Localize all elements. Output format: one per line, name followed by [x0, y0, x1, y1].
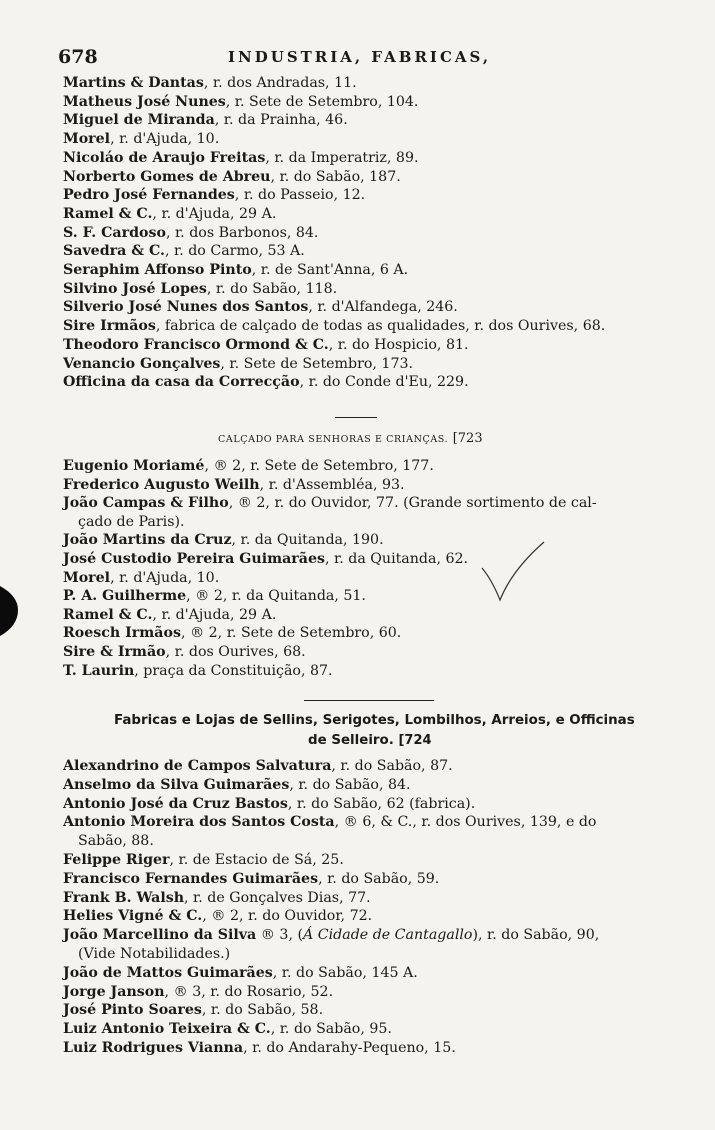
list-item: [63, 889, 371, 908]
list-item: [63, 149, 418, 168]
section-heading-b: [218, 429, 483, 448]
list-item: [63, 983, 333, 1002]
ink-blot-icon: [0, 580, 22, 640]
entry-detail: çado de Paris).: [78, 513, 185, 530]
entry-detail: , r. d'Ajuda, 29 A.: [152, 205, 277, 222]
list-item: [63, 1001, 323, 1020]
list-item: [63, 550, 468, 569]
entry-detail: , r. do Sabão, 187.: [270, 168, 401, 185]
list-item: [63, 813, 596, 832]
list-item: [63, 373, 469, 392]
list-item: [63, 111, 348, 130]
entry-name: Officina da casa da Correcção: [63, 374, 300, 391]
entry-detail: (Vide Notabilidades.): [78, 946, 231, 962]
entry-detail: , r. Sete de Setembro, 104.: [225, 93, 419, 110]
running-title: INDUSTRIA, FABRICAS,: [228, 48, 492, 66]
entry-name: S. F. Cardoso: [63, 224, 166, 241]
entry-name: Jorge Janson: [63, 983, 165, 1000]
list-item: [63, 457, 434, 476]
entry-name: Helies Vigné & C.: [63, 908, 203, 925]
entry-detail: , r. de Gonçalves Dias, 77.: [184, 889, 371, 906]
list-item: [63, 74, 357, 93]
entry-detail: ® 3, (: [256, 927, 304, 944]
entry-detail: , r. d'Assembléa, 93.: [259, 476, 405, 493]
entry-name: José Custodio Pereira Guimarães: [63, 551, 325, 567]
entry-italic: Á Cidade de Cantagallo: [303, 927, 473, 944]
section-title: CALÇADO PARA SENHORAS E CRIANÇAS.: [218, 434, 449, 445]
list-item: [63, 587, 366, 606]
entry-name: Eugenio Moriamé: [63, 458, 205, 474]
list-item: [63, 186, 365, 205]
entry-detail: , praça da Constituição, 87.: [134, 662, 333, 679]
entry-detail: , ® 2, r. Sete de Setembro, 60.: [180, 625, 402, 642]
list-item: [63, 926, 599, 945]
entry-name: Ramel & C.: [63, 606, 153, 623]
entry-name: Silverio José Nunes dos Santos: [63, 299, 309, 316]
entry-detail: , ® 2, r. do Ouvidor, 77. (Grande sortimento de cal-: [228, 495, 597, 512]
entry-name: Matheus José Nunes: [63, 93, 226, 110]
entry-name: Morel: [63, 131, 111, 148]
entry-detail: , r. d'Ajuda, 29 A.: [152, 606, 277, 623]
entry-detail: , ® 6, & C., r. dos Ourives, 139, e do: [334, 814, 597, 831]
entry-detail: , r. Sete de Setembro, 173.: [220, 355, 414, 372]
list-item: [63, 224, 318, 243]
list-item: [63, 355, 413, 374]
list-item: [63, 907, 372, 926]
list-item: [63, 494, 597, 513]
list-item: [63, 261, 408, 280]
entry-detail: , fabrica de calçado de todas as qualidades, r. dos Ourives, 68.: [155, 318, 606, 335]
list-item: [63, 298, 458, 317]
list-item: [63, 569, 219, 588]
entry-detail: , r. da Prainha, 46.: [214, 112, 348, 129]
entry-name: Nicoláo de Araujo Freitas: [63, 149, 266, 166]
list-item: [63, 1039, 456, 1058]
entry-name: Alexandrino de Campos Salvatura: [63, 758, 332, 774]
entry-detail: , r. d'Ajuda, 10.: [110, 131, 220, 148]
list-item: [63, 168, 401, 187]
entry-detail: , r. de Estacio de Sá, 25.: [169, 852, 344, 868]
entry-detail: , r. do Conde d'Eu, 229.: [299, 374, 469, 391]
entry-name: Theodoro Francisco Ormond & C.: [63, 336, 329, 353]
list-item: [63, 242, 305, 261]
entry-detail: , ® 2, r. Sete de Setembro, 177.: [204, 458, 434, 474]
entry-detail: , r. dos Barbonos, 84.: [165, 224, 319, 241]
list-item: [63, 964, 418, 983]
entry-detail: , r. do Sabão, 145 A.: [272, 964, 418, 981]
entry-name: Roesch Irmãos: [63, 625, 181, 642]
list-item: [63, 205, 276, 224]
list-item: [78, 832, 154, 851]
entry-detail: , r. do Sabão, 87.: [331, 758, 453, 774]
list-item: [63, 662, 333, 681]
entry-name: Martins & Dantas: [63, 75, 204, 91]
list-item: [63, 280, 337, 299]
entry-detail: , r. da Quitanda, 190.: [231, 532, 384, 549]
entry-name: Venancio Gonçalves: [63, 355, 221, 372]
entry-detail-end: ), r. do Sabão, 90,: [472, 927, 600, 944]
entry-name: João Marcellino da Silva: [63, 927, 257, 944]
list-item: [63, 93, 418, 112]
page-number: 678: [58, 46, 98, 68]
section-rule: [335, 417, 377, 418]
entry-detail: , ® 3, r. do Rosario, 52.: [164, 983, 334, 1000]
list-item: [63, 757, 453, 776]
section-title: Fabricas e Lojas de Sellins, Serigotes, Lombilhos, Arreios, e Officinas: [114, 713, 635, 728]
list-item: [63, 851, 344, 870]
list-item: [63, 531, 384, 550]
entry-name: Sire Irmãos: [63, 318, 156, 335]
list-item: [63, 130, 219, 149]
entry-name: Felippe Riger: [63, 852, 170, 868]
entry-detail: , r. d'Alfandega, 246.: [308, 299, 458, 316]
entry-name: Morel: [63, 569, 111, 586]
entry-name: T. Laurin: [63, 662, 135, 679]
entry-detail: , r. do Sabão, 118.: [206, 280, 338, 297]
entry-name: Antonio Moreira dos Santos Costa: [63, 814, 335, 831]
entry-name: José Pinto Soares: [63, 1002, 202, 1019]
entry-detail: , r. do Passeio, 12.: [234, 187, 366, 204]
entry-detail: , r. do Sabão, 59.: [318, 870, 440, 887]
entry-detail: , r. do Andarahy-Pequeno, 15.: [243, 1040, 456, 1056]
section-number: [724: [398, 733, 432, 748]
entry-detail: , r. do Hospicio, 81.: [328, 336, 469, 353]
list-item: [63, 1020, 392, 1039]
list-item: [63, 870, 439, 889]
list-item: [63, 643, 306, 662]
list-item: [63, 606, 276, 625]
entry-name: Seraphim Affonso Pinto: [63, 262, 252, 278]
entry-name: Sire & Irmão: [63, 644, 166, 660]
entry-detail: , r. d'Ajuda, 10.: [110, 569, 220, 586]
list-item: [63, 624, 401, 643]
entry-name: Luiz Rodrigues Vianna: [63, 1040, 244, 1056]
entry-name: Miguel de Miranda: [63, 112, 215, 129]
entry-name: João de Mattos Guimarães: [63, 964, 273, 981]
section-rule: [304, 700, 434, 701]
entry-name: Francisco Fernandes Guimarães: [63, 870, 319, 887]
entry-detail: , r. dos Andradas, 11.: [203, 75, 357, 91]
entry-detail: , r. do Sabão, 58.: [201, 1002, 324, 1019]
entry-detail: , r. da Imperatriz, 89.: [265, 149, 419, 166]
list-item: [63, 776, 411, 795]
list-item: [78, 945, 230, 964]
section-heading-c: [114, 712, 635, 731]
list-item: [63, 336, 469, 355]
section-heading-c2: [308, 732, 432, 751]
entry-detail: , ® 2, r. do Ouvidor, 72.: [202, 908, 373, 925]
list-item: [63, 317, 605, 336]
entry-detail: , r. do Sabão, 62 (fabrica).: [287, 795, 476, 812]
entry-detail: , r. de Sant'Anna, 6 A.: [251, 262, 409, 278]
entry-detail: , r. do Sabão, 84.: [289, 776, 411, 793]
entry-name: Ramel & C.: [63, 205, 153, 222]
entry-name: Norberto Gomes de Abreu: [63, 168, 271, 185]
entry-name: Pedro José Fernandes: [63, 187, 235, 204]
entry-name: Luiz Antonio Teixeira & C.: [63, 1021, 271, 1038]
entry-name: João Campas & Filho: [63, 495, 229, 512]
entry-name: João Martins da Cruz: [63, 532, 232, 549]
page-header: [58, 46, 698, 72]
entry-detail: , r. da Quitanda, 62.: [324, 551, 469, 567]
entry-detail: , r. do Carmo, 53 A.: [164, 243, 305, 260]
pencil-checkmark-icon: [478, 540, 548, 610]
entry-detail: , r. dos Ourives, 68.: [165, 644, 306, 660]
list-item: [63, 795, 475, 814]
entry-name: Antonio José da Cruz Bastos: [63, 795, 288, 812]
list-item: [78, 513, 185, 532]
entry-detail: Sabão, 88.: [78, 833, 154, 850]
list-item: [63, 476, 405, 495]
entry-name: Frank B. Walsh: [63, 889, 185, 906]
entry-name: P. A. Guilherme: [63, 588, 187, 605]
entry-name: Silvino José Lopes: [63, 280, 207, 297]
section-title-cont: de Selleiro.: [308, 733, 394, 748]
entry-name: Frederico Augusto Weilh: [63, 476, 260, 493]
entry-detail: , r. do Sabão, 95.: [270, 1021, 392, 1038]
section-number: [723: [452, 431, 483, 446]
entry-detail: , ® 2, r. da Quitanda, 51.: [186, 588, 366, 605]
entry-name: Savedra & C.: [63, 243, 165, 260]
entry-name: Anselmo da Silva Guimarães: [63, 776, 290, 793]
